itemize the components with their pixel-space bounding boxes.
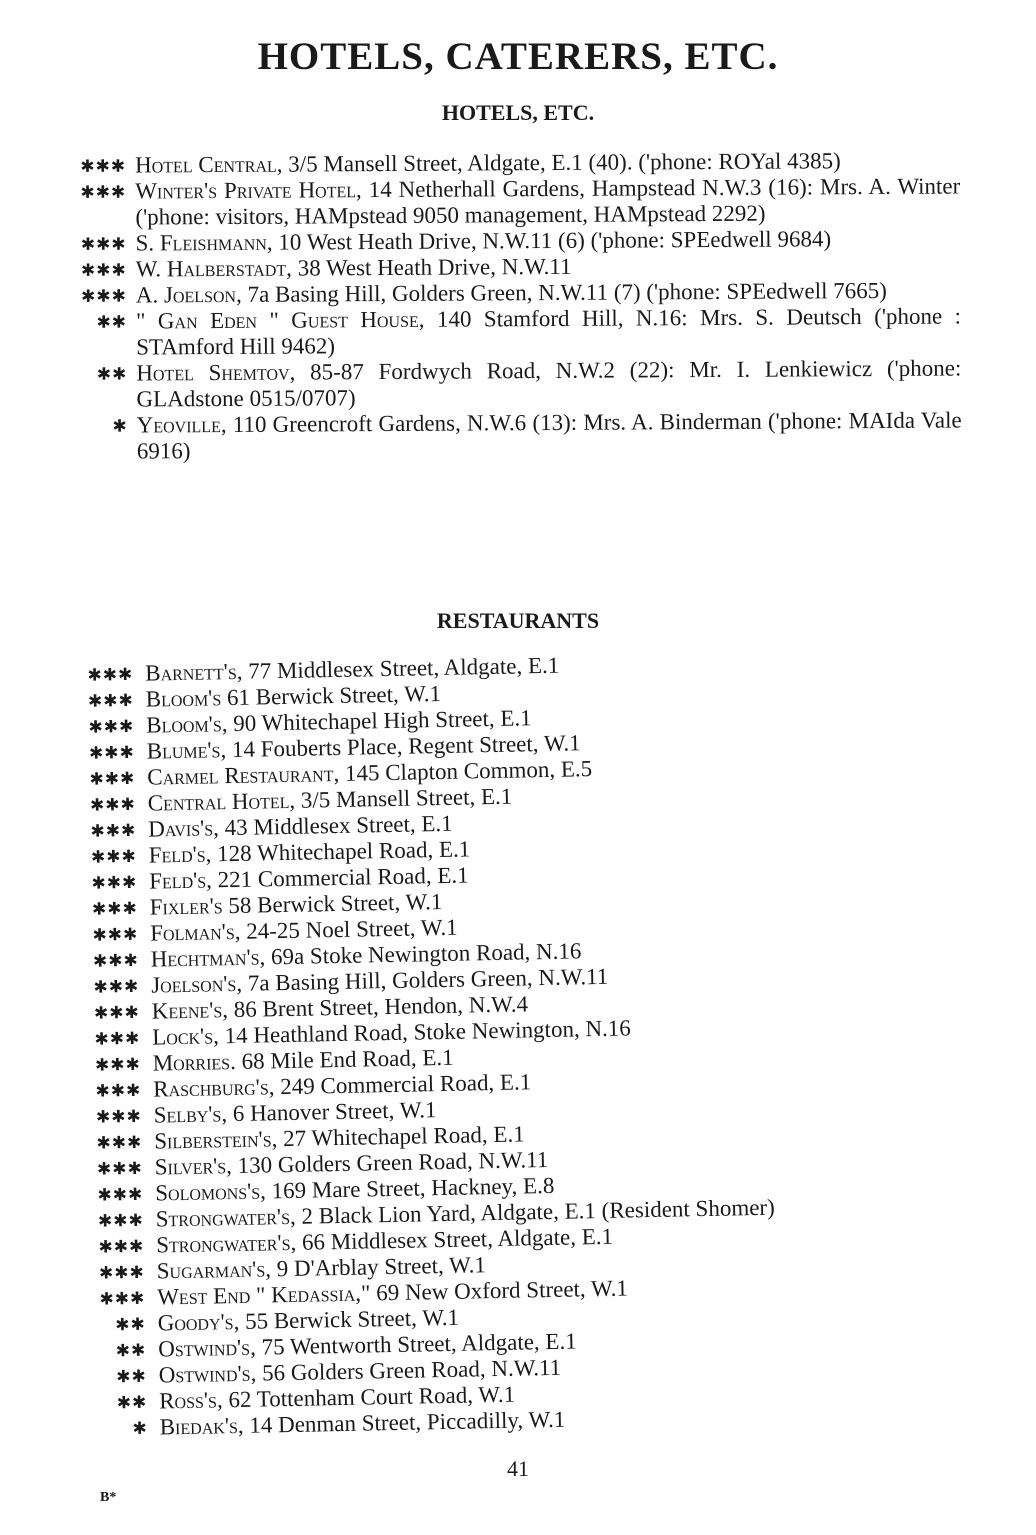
entry-name: Blume's,	[146, 737, 227, 764]
entry-details: 14 Denman Street, Piccadilly, W.1	[249, 1406, 566, 1438]
hotels-heading: HOTELS, ETC.	[441, 100, 595, 125]
hotel-entry	[61, 303, 961, 360]
star-rating: ✱✱	[116, 1392, 148, 1413]
entry-name: Sugarman's,	[156, 1256, 272, 1284]
star-rating: ✱✱✱	[80, 182, 127, 202]
star-rating: ✱✱✱	[89, 794, 136, 815]
entry-name: Morries.	[152, 1048, 237, 1076]
entry-name: Solomons's,	[154, 1178, 267, 1206]
star-rating: ✱	[112, 416, 128, 436]
entry-details: 43 Middlesex Street, E.1	[224, 810, 453, 841]
star-rating: ✱✱✱	[88, 716, 135, 737]
star-rating: ✱✱✱	[94, 1028, 141, 1049]
entry-name: A. Joelson,	[135, 281, 242, 308]
entry-name: Hotel Central,	[134, 151, 283, 178]
star-rating: ✱✱✱	[80, 260, 127, 280]
hotel-list	[60, 148, 962, 465]
star-rating: ✱✱✱	[80, 234, 127, 254]
signature-mark: B*	[100, 1490, 117, 1505]
entry-details: 110 Greencroft Gardens, N.W.6 (13): Mrs. A. Binderman ('phone: MAIda Vale 6916)	[136, 407, 962, 464]
entry-details: 14 Heathland Road, Stoke Newington, N.16	[224, 1015, 632, 1049]
entry-details: 24-25 Noel Street, W.1	[245, 914, 458, 944]
entry-details: 7a Basing Hill, Golders Green, N.W.11 (7) ('phone: SPEedwell 7665)	[247, 277, 887, 307]
entry-name: Winter's Private Hotel,	[135, 177, 362, 204]
star-rating: ✱✱✱	[87, 690, 134, 711]
hotel-entry	[62, 407, 962, 464]
star-rating: ✱	[132, 1418, 148, 1439]
entry-name: Hechtman's,	[150, 944, 266, 972]
entry-details: 10 West Heath Drive, N.W.11 (6) ('phone: SPEedwell 9684)	[278, 226, 832, 255]
entry-details: 145 Clapton Common, E.5	[344, 756, 593, 786]
star-rating: ✱✱✱	[93, 976, 140, 997]
star-rating: ✱✱✱	[97, 1184, 144, 1205]
entry-name: W. Halberstadt,	[135, 255, 292, 282]
entry-details: 2 Black Lion Yard, Aldgate, E.1 (Resident Shomer)	[301, 1194, 775, 1229]
star-rating: ✱✱✱	[88, 742, 135, 763]
entry-name: Bloom's	[145, 685, 222, 712]
star-rating: ✱✱✱	[81, 286, 127, 306]
entry-name: Silberstein's,	[153, 1126, 278, 1154]
entry-details: 7a Basing Hill, Golders Green, N.W.11	[247, 963, 609, 996]
page-number: 41	[507, 1456, 529, 1481]
star-rating: ✱✱✱	[98, 1262, 145, 1283]
entry-details: 3/5 Mansell Street, E.1	[300, 783, 513, 813]
star-rating: ✱✱	[96, 364, 128, 384]
entry-name: Ostwind's,	[158, 1360, 257, 1388]
star-rating: ✱✱✱	[87, 664, 134, 685]
star-rating: ✱✱✱	[92, 924, 139, 945]
entry-name: Carmel Restaurant,	[146, 760, 340, 790]
entry-details: 69 New Oxford Street, W.1	[375, 1275, 629, 1306]
star-rating: ✱✱	[115, 1340, 147, 1361]
star-rating: ✱✱✱	[93, 1002, 140, 1023]
entry-details: 55 Berwick Street, W.1	[244, 1304, 460, 1334]
entry-name: Ostwind's,	[157, 1334, 257, 1362]
star-rating: ✱✱	[96, 312, 128, 332]
star-rating: ✱✱✱	[96, 1132, 143, 1153]
entry-details: 75 Wentworth Street, Aldgate, E.1	[261, 1328, 577, 1360]
star-rating: ✱✱✱	[89, 768, 136, 789]
entry-name: Barnett's,	[144, 658, 243, 686]
entry-details: 90 Whitechapel High Street, E.1	[232, 705, 532, 736]
entry-name: " Gan Eden " Guest House,	[135, 306, 425, 334]
entry-name: Lock's,	[151, 1023, 220, 1050]
star-rating: ✱✱✱	[95, 1106, 142, 1127]
hotel-entry	[61, 355, 961, 412]
entry-details: 69a Stoke Newington Road, N.16	[270, 938, 582, 970]
entry-details: 169 Mare Street, Hackney, E.8	[271, 1172, 555, 1204]
entry-details: 61 Berwick Street, W.1	[226, 680, 442, 711]
entry-name: Davis's,	[147, 815, 220, 842]
star-rating: ✱✱✱	[90, 820, 137, 841]
entry-details: 249 Commercial Road, E.1	[279, 1069, 532, 1100]
entry-name: Yeoville,	[136, 411, 227, 438]
entry-details: 140 Stamford Hill, N.16: Mrs. S. Deutsch ('phone : STAmford Hill 9462)	[136, 303, 962, 360]
star-rating: ✱✱	[116, 1366, 147, 1387]
entry-name: Joelson's,	[150, 970, 243, 998]
entry-details: 77 Middlesex Street, Aldgate, E.1	[247, 652, 560, 684]
entry-name: Keene's,	[151, 997, 229, 1024]
entry-name: Folman's,	[149, 918, 241, 946]
entry-name: West End " Kedassia,"	[156, 1280, 371, 1310]
entry-name: Selby's,	[153, 1101, 228, 1128]
star-rating: ✱✱✱	[80, 156, 127, 176]
entry-details: 27 Whitechapel Road, E.1	[282, 1121, 525, 1152]
entry-name: Strongwater's,	[155, 1203, 296, 1232]
entry-name: Ross's,	[158, 1387, 223, 1414]
entry-name: Feld's,	[148, 867, 213, 894]
hotel-entry	[60, 174, 960, 231]
entry-details: 9 D'Arblay Street, W.1	[276, 1252, 487, 1282]
star-rating: ✱✱	[115, 1314, 146, 1335]
entry-name: Raschburg's,	[152, 1074, 275, 1102]
star-rating: ✱✱✱	[92, 950, 139, 971]
entry-details: 14 Netherhall Gardens, Hampstead N.W.3 (16): Mrs. A. Winter ('phone: visitors, HAMpstead 9050 management, HAMpstead 2292)	[135, 173, 961, 230]
star-rating: ✱✱✱	[91, 872, 138, 893]
entry-details: 85-87 Fordwych Road, N.W.2 (22): Mr. I. Lenkiewicz ('phone: GLAdstone 0515/0707)	[136, 355, 962, 412]
entry-name: Biedak's,	[159, 1412, 244, 1440]
entry-details: 86 Brent Street, Hendon, N.W.4	[233, 991, 529, 1023]
entry-details: 3/5 Mansell Street, Aldgate, E.1 (40). ('phone: ROYal 4385)	[288, 148, 841, 177]
restaurant-list	[75, 645, 990, 1442]
star-rating: ✱✱✱	[96, 1158, 143, 1179]
entry-details: 62 Tottenham Court Road, W.1	[228, 1381, 516, 1413]
star-rating: ✱✱✱	[97, 1210, 144, 1231]
entry-details: 68 Mile End Road, E.1	[241, 1044, 454, 1074]
entry-details: 56 Golders Green Road, N.W.11	[261, 1354, 562, 1386]
entry-details: 66 Middlesex Street, Aldgate, E.1	[301, 1223, 614, 1255]
star-rating: ✱✱✱	[98, 1236, 145, 1257]
entry-name: Feld's,	[148, 841, 212, 868]
page-title: HOTELS, CATERERS, ETC.	[257, 35, 779, 78]
entry-name: Fixler's	[149, 893, 223, 920]
entry-details: 221 Commercial Road, E.1	[217, 862, 469, 893]
star-rating: ✱✱✱	[94, 1054, 141, 1075]
star-rating: ✱✱✱	[99, 1288, 146, 1309]
entry-details: 130 Golders Green Road, N.W.11	[237, 1147, 549, 1178]
entry-name: Silver's,	[154, 1153, 233, 1180]
entry-details: 58 Berwick Street, W.1	[228, 888, 443, 919]
entry-name: Strongwater's,	[155, 1229, 297, 1258]
entry-details: 38 West Heath Drive, N.W.11	[297, 253, 572, 281]
star-rating: ✱✱✱	[90, 846, 137, 867]
entry-name: Goody's,	[157, 1308, 240, 1336]
entry-details: 128 Whitechapel Road, E.1	[216, 836, 471, 867]
star-rating: ✱✱✱	[91, 898, 138, 919]
restaurants-heading: RESTAURANTS	[436, 608, 600, 633]
entry-details: 6 Hanover Street, W.1	[232, 1097, 437, 1127]
entry-name: Hotel Shemtov,	[136, 359, 296, 386]
star-rating: ✱✱✱	[95, 1080, 142, 1101]
entry-name: Central Hotel,	[147, 787, 296, 816]
entry-name: Bloom's,	[145, 711, 228, 738]
entry-name: S. Fleishmann,	[135, 229, 273, 256]
entry-details: 14 Fouberts Place, Regent Street, W.1	[231, 730, 581, 763]
